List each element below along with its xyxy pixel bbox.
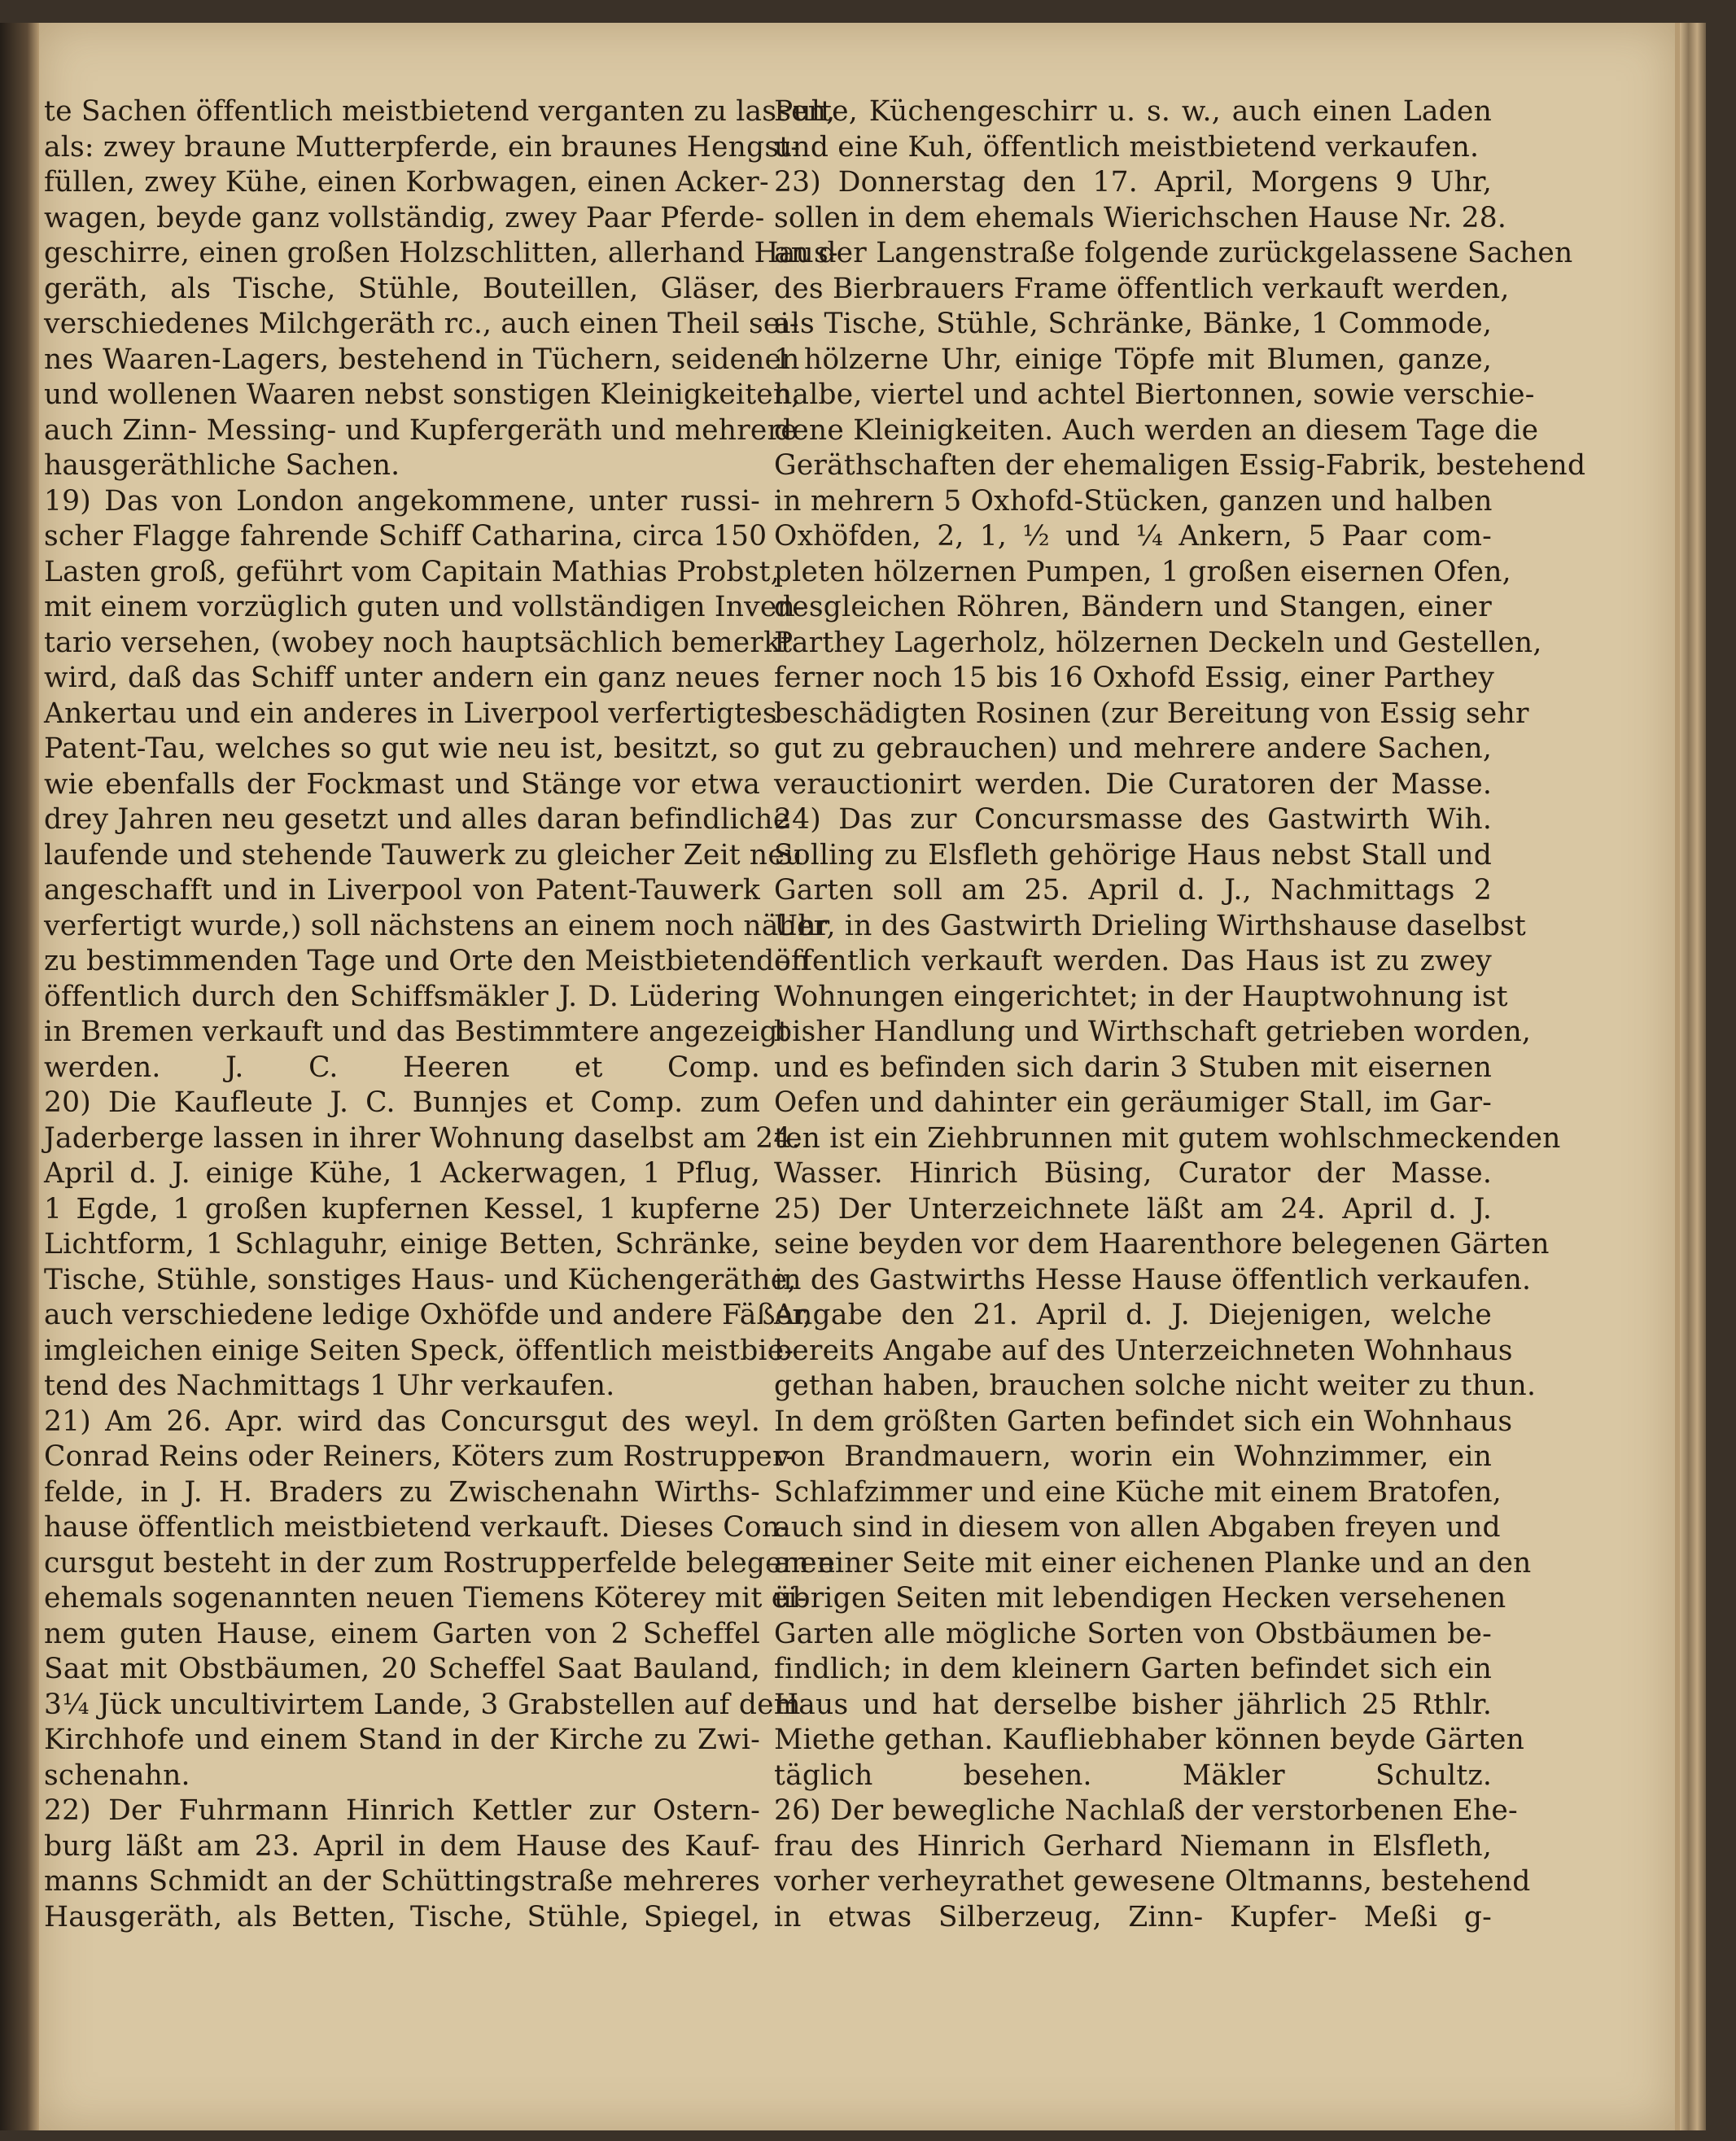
text-line: tario versehen, (wobey noch hauptsächlich bemerkt [44, 626, 793, 659]
text-line: täglich besehen. Mäkler Schultz. [774, 1759, 1492, 1792]
text-line: seine beyden vor dem Haarenthore belegenen Gärten [774, 1228, 1550, 1261]
text-line: 21) Am 26. Apr. wird das Concursgut des weyl. [44, 1405, 760, 1438]
text-line: als Tische, Stühle, Schränke, Bänke, 1 Commode, [774, 308, 1492, 340]
text-line: Lichtform, 1 Schlaguhr, einige Betten, Schränke, [44, 1228, 760, 1261]
text-line: zu bestimmenden Tage und Orte den Meistbietenden [44, 945, 810, 977]
text-line: übrigen Seiten mit lebendigen Hecken versehenen [774, 1582, 1506, 1614]
document-page [39, 23, 1680, 2130]
text-line: Hausgeräth, als Betten, Tische, Stühle, Spiegel, [44, 1900, 760, 1933]
text-line: und wollenen Waaren nebst sonstigen Kleinigkeiten, [44, 378, 801, 411]
text-line: Oefen und dahinter ein geräumiger Stall, im Gar- [774, 1086, 1492, 1119]
text-line: te Sachen öffentlich meistbietend verganten zu lassen, [44, 95, 836, 128]
text-line: imgleichen einige Seiten Speck, öffentlich meistbie- [44, 1334, 794, 1367]
right-column [774, 94, 1586, 1935]
page-edges [1680, 23, 1706, 2130]
text-line: auch sind in diesem von allen Abgaben freyen und [774, 1511, 1501, 1544]
text-line: 20) Die Kaufleute J. C. Bunnjes et Comp. zum [44, 1086, 760, 1119]
text-line: April d. J. einige Kühe, 1 Ackerwagen, 1 Pflug, [44, 1157, 760, 1190]
text-line: Lasten groß, geführt vom Capitain Mathias Probst, [44, 555, 780, 588]
text-line: verfertigt wurde,) soll nächstens an einem noch näher [44, 909, 828, 942]
text-line: geräth, als Tische, Stühle, Bouteillen, Gläser, [44, 272, 760, 305]
text-line: Kirchhofe und einem Stand in der Kirche zu Zwi- [44, 1724, 760, 1756]
text-line: wagen, beyde ganz vollständig, zwey Paar Pferde- [44, 201, 765, 234]
text-line: in mehrern 5 Oxhofd-Stücken, ganzen und halben [774, 484, 1493, 518]
text-line: werden. J. C. Heeren et Comp. [44, 1051, 760, 1084]
text-line: Wohnungen eingerichtet; in der Hauptwohnung ist [774, 980, 1508, 1013]
text-line: Parthey Lagerholz, hölzernen Deckeln und Gestellen, [774, 626, 1542, 659]
text-line: öffentlich durch den Schiffsmäkler J. D. Lüdering [44, 980, 760, 1013]
text-line: gut zu gebrauchen) und mehrere andere Sachen, [774, 732, 1492, 765]
text-line: Solling zu Elsfleth gehörige Haus nebst Stall und [774, 838, 1492, 872]
text-line: 1 hölzerne Uhr, einige Töpfe mit Blumen, ganze, [774, 343, 1492, 376]
text-line: frau des Hinrich Gerhard Niemann in Elsfleth, [774, 1829, 1492, 1863]
text-line: Garten alle mögliche Sorten von Obstbäumen be- [774, 1617, 1492, 1650]
text-line: schenahn. [44, 1759, 190, 1792]
text-line: bereits Angabe auf des Unterzeichneten Wohnhaus [774, 1334, 1513, 1367]
text-line: Patent-Tau, welches so gut wie neu ist, besitzt, so [44, 732, 760, 765]
text-line: nem guten Hause, einem Garten von 2 Scheffel [44, 1617, 760, 1650]
text-line: geschirre, einen großen Holzschlitten, allerhand Haus- [44, 237, 838, 269]
text-line: 22) Der Fuhrmann Hinrich Kettler zur Ostern- [44, 1794, 760, 1827]
text-line: Oxhöfden, 2, 1, ½ und ¼ Ankern, 5 Paar com- [774, 520, 1492, 553]
text-line: hause öffentlich meistbietend verkauft. Dieses Con- [44, 1511, 790, 1544]
text-line: beschädigten Rosinen (zur Bereitung von Essig sehr [774, 697, 1529, 730]
text-line: burg läßt am 23. April in dem Hause des Kauf- [44, 1829, 760, 1863]
text-line: ehemals sogenannten neuen Tiemens Köterey mit ei- [44, 1582, 807, 1614]
text-line: auch Zinn- Messing- und Kupfergeräth und mehrere [44, 413, 798, 447]
text-line: Garten soll am 25. April d. J., Nachmittags 2 [774, 874, 1492, 907]
text-line: wird, daß das Schiff unter andern ein ganz neues [44, 662, 760, 694]
text-line: tend des Nachmittags 1 Uhr verkaufen. [44, 1370, 615, 1402]
text-line: 23) Donnerstag den 17. April, Morgens 9 Uhr, [774, 166, 1492, 199]
text-line: Uhr, in des Gastwirth Drieling Wirthshause daselbst [774, 909, 1526, 942]
text-line: Wasser. Hinrich Büsing, Curator der Masse. [774, 1157, 1492, 1190]
text-line: in des Gastwirths Hesse Hause öffentlich verkaufen. [774, 1263, 1532, 1296]
text-line: und es befinden sich darin 3 Stuben mit eisernen [774, 1051, 1492, 1084]
text-line: pleten hölzernen Pumpen, 1 großen eisernen Ofen, [774, 555, 1511, 588]
text-line: von Brandmauern, worin ein Wohnzimmer, ein [774, 1440, 1492, 1473]
text-line: und eine Kuh, öffentlich meistbietend verkaufen. [774, 130, 1480, 164]
text-line: scher Flagge fahrende Schiff Catharina, circa 150 [44, 520, 767, 553]
text-line: laufende und stehende Tauwerk zu gleicher Zeit neu [44, 838, 803, 872]
text-line: dene Kleinigkeiten. Auch werden an diesem Tage die [774, 413, 1539, 447]
text-line: als: zwey braune Mutterpferde, ein braunes Hengst- [44, 130, 801, 164]
text-line: In dem größten Garten befindet sich ein Wohnhaus [774, 1405, 1513, 1438]
text-line: cursgut besteht in der zum Rostrupperfelde belegenen [44, 1546, 836, 1580]
text-line: Geräthschaften der ehemaligen Essig-Fabrik, bestehend [774, 449, 1586, 482]
left-column [44, 94, 838, 1935]
text-line: felde, in J. H. Braders zu Zwischenahn Wirths- [44, 1475, 760, 1509]
text-line: 3¼ Jück uncultivirtem Lande, 3 Grabstellen auf dem [44, 1688, 801, 1721]
text-line: an einer Seite mit einer eichenen Planke und an den [774, 1546, 1532, 1580]
text-line: in etwas Silberzeug, Zinn- Kupfer- Meßi g- [774, 1900, 1492, 1933]
text-line: verauctionirt werden. Die Curatoren der Masse. [774, 767, 1492, 801]
text-line: auch verschiedene ledige Oxhöfde und andere Fäßer, [44, 1299, 812, 1331]
text-line: Conrad Reins oder Reiners, Köters zum Rostrupper- [44, 1440, 796, 1473]
text-line: 19) Das von London angekommene, unter russi- [44, 484, 760, 518]
text-line: hausgeräthliche Sachen. [44, 449, 400, 482]
text-line: nes Waaren-Lagers, bestehend in Tüchern, seidenen [44, 343, 800, 376]
text-line: gethan haben, brauchen solche nicht weiter zu thun. [774, 1370, 1537, 1402]
text-line: 1 Egde, 1 großen kupfernen Kessel, 1 kupferne [44, 1192, 760, 1226]
text-line: halbe, viertel und achtel Biertonnen, sowie verschie- [774, 378, 1535, 411]
text-line: Schlafzimmer und eine Küche mit einem Bratofen, [774, 1475, 1502, 1509]
text-line: füllen, zwey Kühe, einen Korbwagen, einen Acker- [44, 166, 769, 199]
text-line: ten ist ein Ziehbrunnen mit gutem wohlschmeckenden [774, 1121, 1561, 1155]
text-line: Ankertau und ein anderes in Liverpool verfertigtes [44, 697, 777, 730]
text-line: 26) Der bewegliche Nachlaß der verstorbenen Ehe- [774, 1794, 1518, 1827]
text-line: desgleichen Röhren, Bändern und Stangen, einer [774, 591, 1492, 623]
text-line: 24) Das zur Concursmasse des Gastwirth Wih. [774, 803, 1492, 836]
text-line: verschiedenes Milchgeräth rc., auch einen Theil sei- [44, 308, 799, 340]
text-line: an der Langenstraße folgende zurückgelassene Sachen [774, 237, 1573, 269]
text-line: wie ebenfalls der Fockmast und Stänge vor etwa [44, 767, 760, 801]
text-line: Jaderberge lassen in ihrer Wohnung daselbst am 24. [44, 1121, 801, 1155]
text-line: Saat mit Obstbäumen, 20 Scheffel Saat Bauland, [44, 1653, 760, 1685]
text-line: vorher verheyrathet gewesene Oltmanns, bestehend [774, 1865, 1531, 1898]
text-line: 25) Der Unterzeichnete läßt am 24. April d. J. [774, 1192, 1492, 1226]
text-line: sollen in dem ehemals Wierichschen Hause Nr. 28. [774, 201, 1507, 234]
text-line: drey Jahren neu gesetzt und alles daran befindliche [44, 803, 790, 836]
book-binding [0, 23, 39, 2130]
text-line: angeschafft und in Liverpool von Patent-Tauwerk [44, 874, 760, 907]
text-line: manns Schmidt an der Schüttingstraße mehreres [44, 1865, 760, 1898]
text-line: Miethe gethan. Kaufliebhaber können beyde Gärten [774, 1724, 1525, 1756]
text-line: bisher Handlung und Wirthschaft getrieben worden, [774, 1016, 1532, 1048]
text-line: mit einem vorzüglich guten und vollständigen Inven- [44, 591, 805, 623]
text-line: Haus und hat derselbe bisher jährlich 25 Rthlr. [774, 1688, 1492, 1721]
text-line: findlich; in dem kleinern Garten befindet sich ein [774, 1653, 1492, 1685]
text-line: in Bremen verkauft und das Bestimmtere angezeigt [44, 1016, 789, 1048]
text-line: öffentlich verkauft werden. Das Haus ist zu zwey [774, 945, 1492, 977]
text-line: ferner noch 15 bis 16 Oxhofd Essig, einer Parthey [774, 662, 1495, 694]
text-line: Pulte, Küchengeschirr u. s. w., auch einen Laden [774, 95, 1492, 128]
text-line: Tische, Stühle, sonstiges Haus- und Küchengeräthe, [44, 1263, 797, 1296]
text-line: des Bierbrauers Frame öffentlich verkauft werden, [774, 272, 1510, 305]
text-line: Angabe den 21. April d. J. Diejenigen, welche [774, 1299, 1492, 1331]
